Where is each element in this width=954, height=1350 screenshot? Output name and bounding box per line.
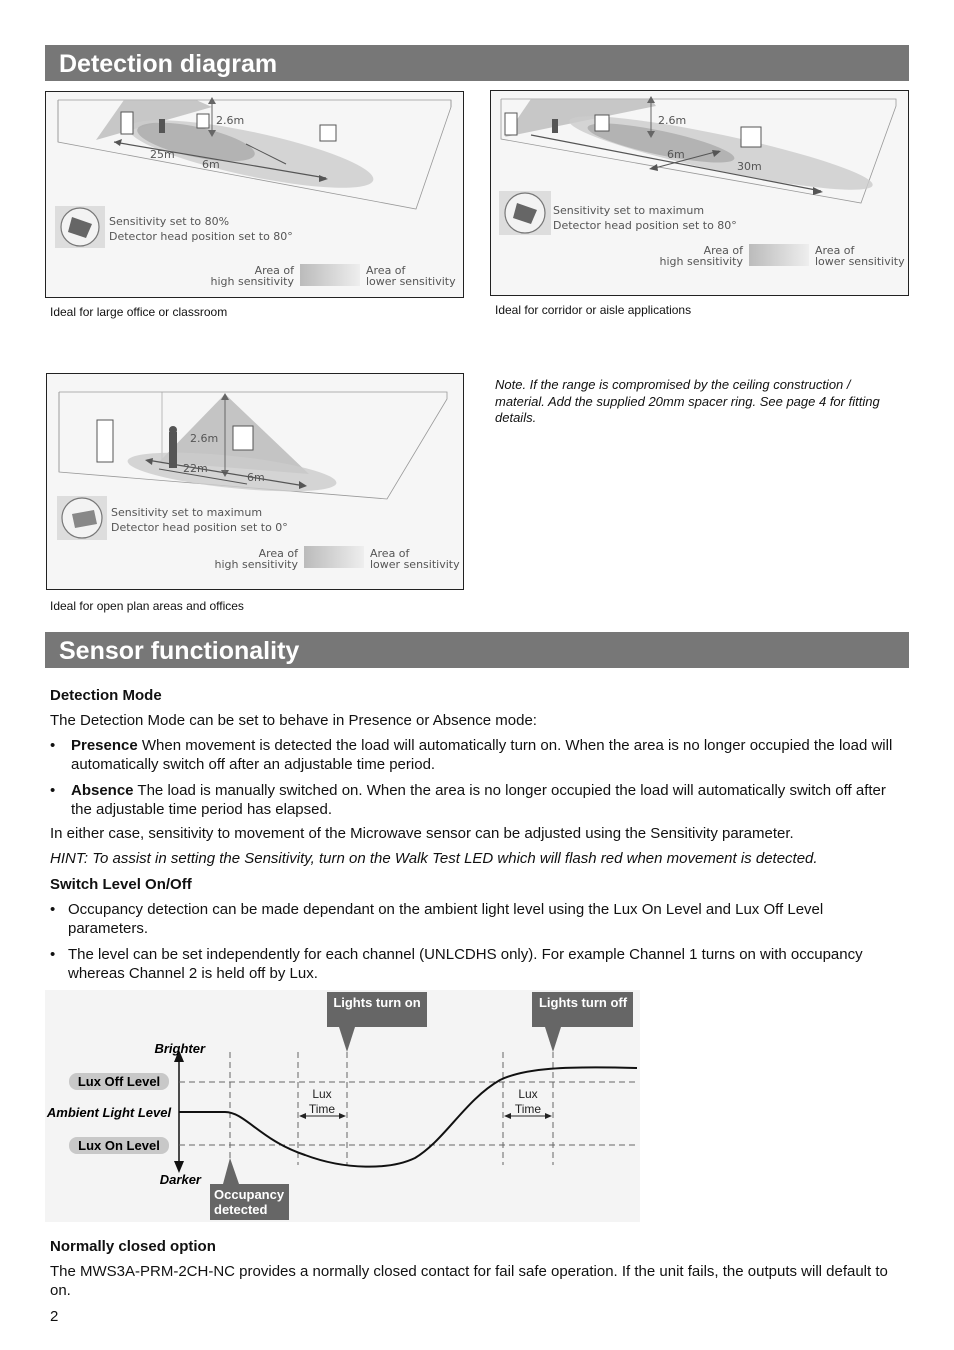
head-position-text: Detector head position set to 80° bbox=[553, 219, 737, 232]
sensitivity-paragraph: In either case, sensitivity to movement of the Microwave sensor can be adjusted using the Sensitivity parameter. bbox=[50, 825, 794, 842]
ambient-light-label: Ambient Light Level bbox=[46, 1105, 172, 1120]
svg-text:Lux: Lux bbox=[518, 1087, 538, 1101]
switch-level-heading: Switch Level On/Off bbox=[50, 876, 192, 893]
switch-level-bullet-2: • The level can be set independently for each channel (UNLCDHS only). For example Channel 1 turns on with occupancy whereas Channel 2 is held off by Lux. bbox=[50, 946, 863, 982]
absence-term: Absence bbox=[71, 782, 134, 799]
svg-text:Area of: Area of bbox=[366, 264, 406, 277]
sensitivity-text: Sensitivity set to 80% bbox=[109, 215, 230, 228]
svg-text:Lux On Level: Lux On Level bbox=[78, 1138, 160, 1153]
presence-term: Presence bbox=[71, 737, 138, 754]
svg-text:Time: Time bbox=[308, 1102, 336, 1116]
svg-text:Area of: Area of bbox=[370, 547, 410, 560]
svg-text:Lights turn on: Lights turn on bbox=[333, 995, 421, 1010]
switch-level-bullet-1: • Occupancy detection can be made dependant on the ambient light level using the Lux On Level and Lux Off Level parameters. bbox=[50, 901, 824, 937]
darker-label: Darker bbox=[159, 1172, 201, 1187]
head-position-text: Detector head position set to 0° bbox=[111, 521, 288, 534]
presence-text: When movement is detected the load will automatically turn on. When the area is no longer occupied the load will automatically switch off after an adjustable time period. bbox=[71, 737, 893, 773]
length-label: 22m bbox=[183, 462, 208, 475]
svg-text:lower sensitivity: lower sensitivity bbox=[815, 255, 905, 268]
detection-diagram-corridor bbox=[490, 90, 909, 296]
height-label: 2.6m bbox=[216, 114, 245, 127]
height-label: 2.6m bbox=[190, 432, 219, 445]
absence-bullet: • Absence The load is manually switched on. When the area is no longer occupied the load will automatically switch off after the adjustable time period has elapsed. bbox=[50, 782, 886, 818]
sensitivity-gradient bbox=[749, 244, 809, 266]
svg-text:detected: detected bbox=[214, 1202, 268, 1217]
caption-corridor: Ideal for corridor or aisle applications bbox=[495, 303, 692, 317]
normally-closed-heading: Normally closed option bbox=[50, 1238, 216, 1255]
caption-office: Ideal for large office or classroom bbox=[50, 305, 228, 319]
width-label: 6m bbox=[247, 471, 265, 484]
section-title-sensor-functionality: Sensor functionality bbox=[45, 632, 909, 668]
svg-text:Lights turn off: Lights turn off bbox=[538, 995, 628, 1010]
svg-text:Area of: Area of bbox=[258, 547, 298, 560]
detection-mode-intro: The Detection Mode can be set to behave in Presence or Absence mode: bbox=[50, 712, 537, 729]
width-label: 6m bbox=[667, 148, 685, 161]
sensitivity-text: Sensitivity set to maximum bbox=[553, 204, 705, 217]
svg-text:Lux: Lux bbox=[312, 1087, 332, 1101]
walk-test-hint: HINT: To assist in setting the Sensitivity, turn on the Walk Test LED which will flash red when movement is detected. bbox=[50, 850, 818, 867]
detection-mode-heading: Detection Mode bbox=[50, 687, 162, 704]
svg-text:lower sensitivity: lower sensitivity bbox=[366, 275, 456, 288]
presence-bullet: • Presence When movement is detected the load will automatically turn on. When the area is no longer occupied the load will automatically switch off after an adjustable time period. bbox=[50, 737, 893, 773]
detection-diagram-office bbox=[45, 91, 464, 298]
section-title-detection-diagram: Detection diagram bbox=[45, 45, 909, 81]
sensitivity-text: Sensitivity set to maximum bbox=[111, 506, 263, 519]
height-label: 2.6m bbox=[658, 114, 687, 127]
head-position-text: Detector head position set to 80° bbox=[109, 230, 293, 243]
length-label: 25m bbox=[150, 148, 175, 161]
width-label: 6m bbox=[202, 158, 220, 171]
svg-text:high sensitivity: high sensitivity bbox=[210, 275, 294, 288]
detection-diagram-open-plan bbox=[46, 373, 464, 590]
svg-text:high sensitivity: high sensitivity bbox=[659, 255, 743, 268]
caption-open-plan: Ideal for open plan areas and offices bbox=[50, 599, 244, 613]
svg-text:Area of: Area of bbox=[703, 244, 743, 257]
brighter-label: Brighter bbox=[154, 1041, 205, 1056]
svg-text:Area of: Area of bbox=[254, 264, 294, 277]
spacer-ring-note: Note. If the range is compromised by the ceiling construction / material. Add the supplied 20mm spacer ring. See page 4 for fitting details. bbox=[495, 377, 880, 425]
absence-text: The load is manually switched on. When the area is no longer occupied the load will automatically switch off after the adjustable time period has elapsed. bbox=[71, 782, 886, 818]
lux-level-diagram bbox=[45, 990, 640, 1222]
svg-text:high sensitivity: high sensitivity bbox=[214, 558, 298, 571]
svg-text:Time: Time bbox=[514, 1102, 542, 1116]
normally-closed-text: The MWS3A-PRM-2CH-NC provides a normally closed contact for fail safe operation. If the unit fails, the outputs will default to on. bbox=[50, 1263, 888, 1299]
sensitivity-gradient bbox=[304, 546, 364, 568]
svg-text:Area of: Area of bbox=[815, 244, 855, 257]
sensitivity-gradient bbox=[300, 264, 360, 286]
length-label: 30m bbox=[737, 160, 762, 173]
svg-text:Occupancy: Occupancy bbox=[214, 1187, 285, 1202]
svg-text:Lux Off Level: Lux Off Level bbox=[77, 1074, 161, 1089]
svg-text:lower sensitivity: lower sensitivity bbox=[370, 558, 460, 571]
page-number: 2 bbox=[50, 1308, 59, 1325]
